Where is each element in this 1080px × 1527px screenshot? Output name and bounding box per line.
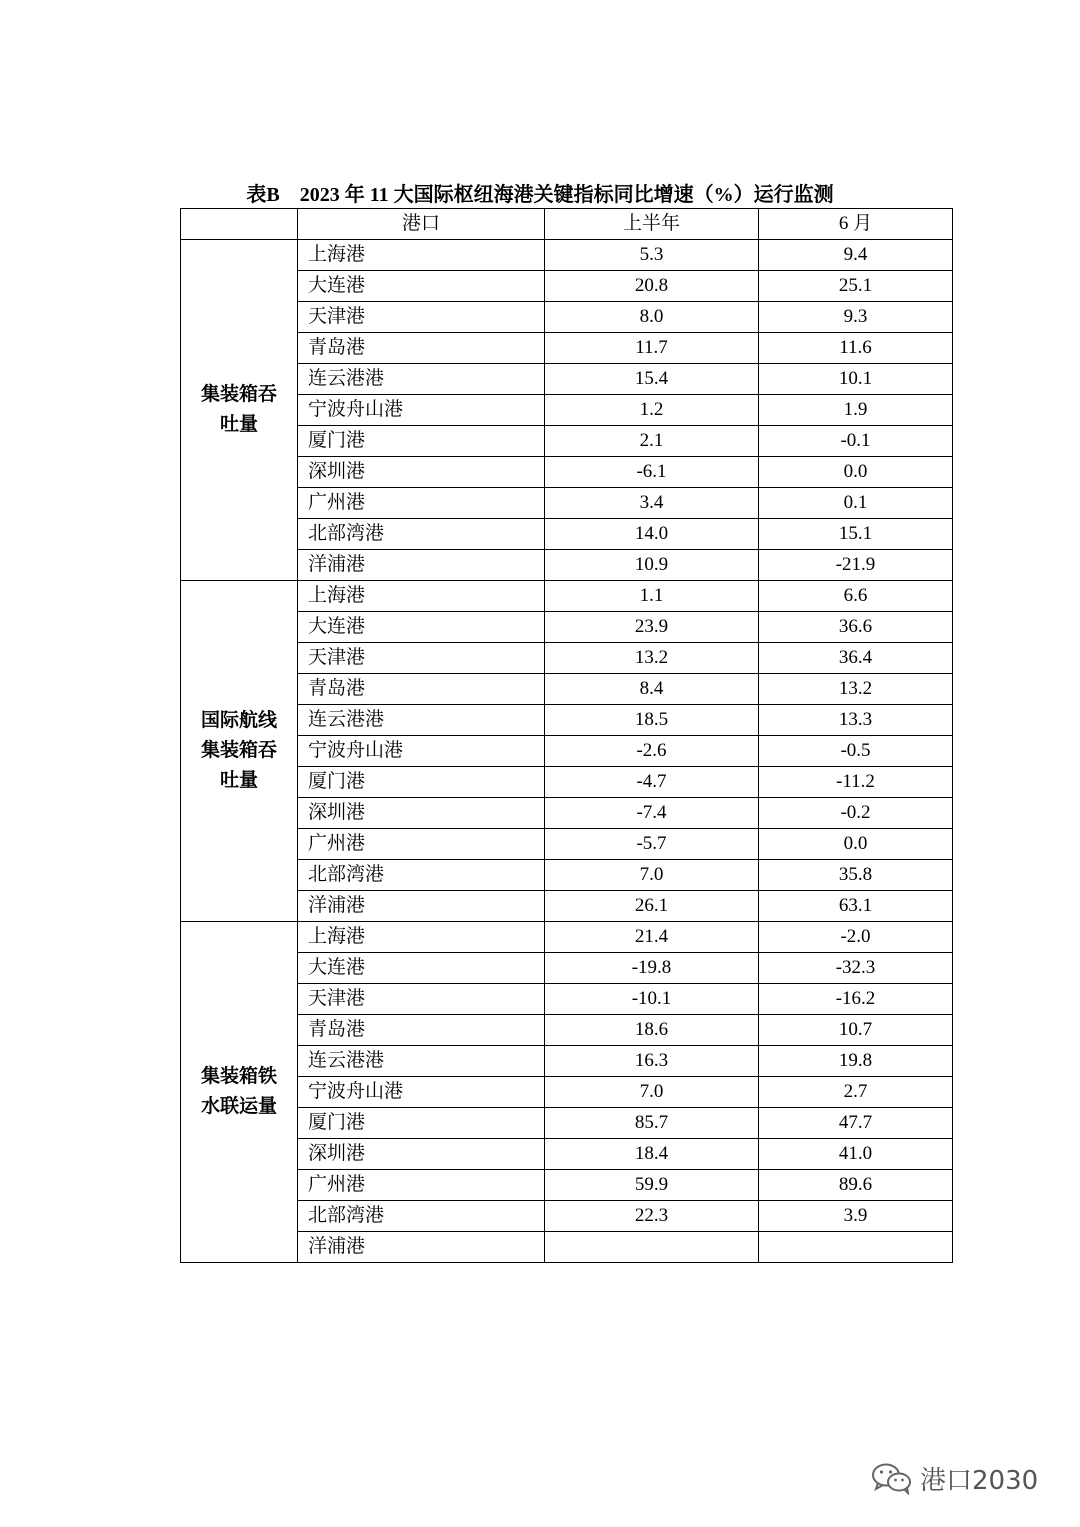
indicator-table	[180, 208, 953, 1263]
first-half-value-cell: 20.8	[545, 271, 759, 302]
port-name-cell: 天津港	[298, 984, 545, 1015]
first-half-value-cell: 7.0	[545, 1077, 759, 1108]
first-half-value-cell: 2.1	[545, 426, 759, 457]
port-name-cell: 连云港港	[298, 1046, 545, 1077]
first-half-value-cell: 3.4	[545, 488, 759, 519]
table-body	[181, 240, 953, 1263]
first-half-value-cell: 7.0	[545, 860, 759, 891]
first-half-value-cell: 16.3	[545, 1046, 759, 1077]
june-value-cell: -0.2	[759, 798, 953, 829]
june-value-cell: 6.6	[759, 581, 953, 612]
port-name-cell: 北部湾港	[298, 519, 545, 550]
port-name-cell: 青岛港	[298, 333, 545, 364]
june-value-cell: 35.8	[759, 860, 953, 891]
june-value-cell: 0.0	[759, 829, 953, 860]
june-value-cell: 89.6	[759, 1170, 953, 1201]
port-name-cell: 宁波舟山港	[298, 1077, 545, 1108]
watermark	[870, 1460, 1060, 1496]
header-june: 6 月	[759, 209, 953, 240]
june-value-cell: -0.1	[759, 426, 953, 457]
port-name-cell: 北部湾港	[298, 1201, 545, 1232]
header-blank	[181, 209, 298, 240]
june-value-cell: 36.4	[759, 643, 953, 674]
port-name-cell: 天津港	[298, 302, 545, 333]
table-row	[181, 240, 953, 271]
june-value-cell: 10.7	[759, 1015, 953, 1046]
june-value-cell: 15.1	[759, 519, 953, 550]
june-value-cell: 19.8	[759, 1046, 953, 1077]
june-value-cell: -16.2	[759, 984, 953, 1015]
june-value-cell: 63.1	[759, 891, 953, 922]
june-value-cell: 3.9	[759, 1201, 953, 1232]
wechat-icon	[870, 1461, 914, 1495]
port-name-cell: 厦门港	[298, 1108, 545, 1139]
first-half-value-cell: 10.9	[545, 550, 759, 581]
port-name-cell: 宁波舟山港	[298, 395, 545, 426]
port-name-cell: 上海港	[298, 581, 545, 612]
watermark-text: 港口2030	[920, 1465, 1039, 1496]
first-half-value-cell: -19.8	[545, 953, 759, 984]
first-half-value-cell: -6.1	[545, 457, 759, 488]
june-value-cell: 9.4	[759, 240, 953, 271]
port-name-cell: 连云港港	[298, 364, 545, 395]
port-name-cell: 广州港	[298, 1170, 545, 1201]
port-name-cell: 大连港	[298, 953, 545, 984]
first-half-value-cell	[545, 1232, 759, 1263]
port-name-cell: 连云港港	[298, 705, 545, 736]
table-row	[181, 581, 953, 612]
first-half-value-cell: 18.4	[545, 1139, 759, 1170]
first-half-value-cell: 23.9	[545, 612, 759, 643]
first-half-value-cell: 85.7	[545, 1108, 759, 1139]
june-value-cell: -21.9	[759, 550, 953, 581]
first-half-value-cell: 15.4	[545, 364, 759, 395]
june-value-cell: 13.3	[759, 705, 953, 736]
first-half-value-cell: -7.4	[545, 798, 759, 829]
port-name-cell: 洋浦港	[298, 891, 545, 922]
first-half-value-cell: 1.1	[545, 581, 759, 612]
first-half-value-cell: 13.2	[545, 643, 759, 674]
header-first-half: 上半年	[545, 209, 759, 240]
port-name-cell: 厦门港	[298, 426, 545, 457]
first-half-value-cell: -10.1	[545, 984, 759, 1015]
category-label: 集装箱铁 水联运量	[181, 922, 298, 1263]
first-half-value-cell: 18.6	[545, 1015, 759, 1046]
june-value-cell: 0.1	[759, 488, 953, 519]
june-value-cell: -0.5	[759, 736, 953, 767]
port-name-cell: 大连港	[298, 612, 545, 643]
june-value-cell: 13.2	[759, 674, 953, 705]
first-half-value-cell: 1.2	[545, 395, 759, 426]
port-name-cell: 洋浦港	[298, 550, 545, 581]
june-value-cell: -32.3	[759, 953, 953, 984]
june-value-cell: 11.6	[759, 333, 953, 364]
table-title: 表B 2023 年 11 大国际枢纽海港关键指标同比增速（%）运行监测	[246, 184, 834, 206]
june-value-cell: -11.2	[759, 767, 953, 798]
first-half-value-cell: -2.6	[545, 736, 759, 767]
first-half-value-cell: 8.0	[545, 302, 759, 333]
table-row	[181, 922, 953, 953]
june-value-cell: 36.6	[759, 612, 953, 643]
first-half-value-cell: 18.5	[545, 705, 759, 736]
port-name-cell: 厦门港	[298, 767, 545, 798]
june-value-cell: 1.9	[759, 395, 953, 426]
june-value-cell: 2.7	[759, 1077, 953, 1108]
first-half-value-cell: 22.3	[545, 1201, 759, 1232]
first-half-value-cell: 21.4	[545, 922, 759, 953]
june-value-cell	[759, 1232, 953, 1263]
port-name-cell: 宁波舟山港	[298, 736, 545, 767]
port-name-cell: 青岛港	[298, 1015, 545, 1046]
june-value-cell: 25.1	[759, 271, 953, 302]
port-name-cell: 北部湾港	[298, 860, 545, 891]
june-value-cell: 10.1	[759, 364, 953, 395]
first-half-value-cell: 59.9	[545, 1170, 759, 1201]
june-value-cell: 9.3	[759, 302, 953, 333]
first-half-value-cell: 8.4	[545, 674, 759, 705]
first-half-value-cell: -5.7	[545, 829, 759, 860]
category-label: 国际航线 集装箱吞 吐量	[181, 581, 298, 922]
port-name-cell: 深圳港	[298, 798, 545, 829]
first-half-value-cell: 11.7	[545, 333, 759, 364]
june-value-cell: -2.0	[759, 922, 953, 953]
port-name-cell: 青岛港	[298, 674, 545, 705]
category-label: 集装箱吞 吐量	[181, 240, 298, 581]
june-value-cell: 0.0	[759, 457, 953, 488]
port-name-cell: 上海港	[298, 240, 545, 271]
header-row	[181, 209, 953, 240]
port-name-cell: 大连港	[298, 271, 545, 302]
port-name-cell: 深圳港	[298, 457, 545, 488]
first-half-value-cell: 5.3	[545, 240, 759, 271]
first-half-value-cell: 14.0	[545, 519, 759, 550]
header-port: 港口	[298, 209, 545, 240]
port-name-cell: 洋浦港	[298, 1232, 545, 1263]
port-name-cell: 上海港	[298, 922, 545, 953]
port-name-cell: 广州港	[298, 829, 545, 860]
june-value-cell: 47.7	[759, 1108, 953, 1139]
first-half-value-cell: 26.1	[545, 891, 759, 922]
port-name-cell: 深圳港	[298, 1139, 545, 1170]
port-name-cell: 广州港	[298, 488, 545, 519]
port-name-cell: 天津港	[298, 643, 545, 674]
first-half-value-cell: -4.7	[545, 767, 759, 798]
june-value-cell: 41.0	[759, 1139, 953, 1170]
